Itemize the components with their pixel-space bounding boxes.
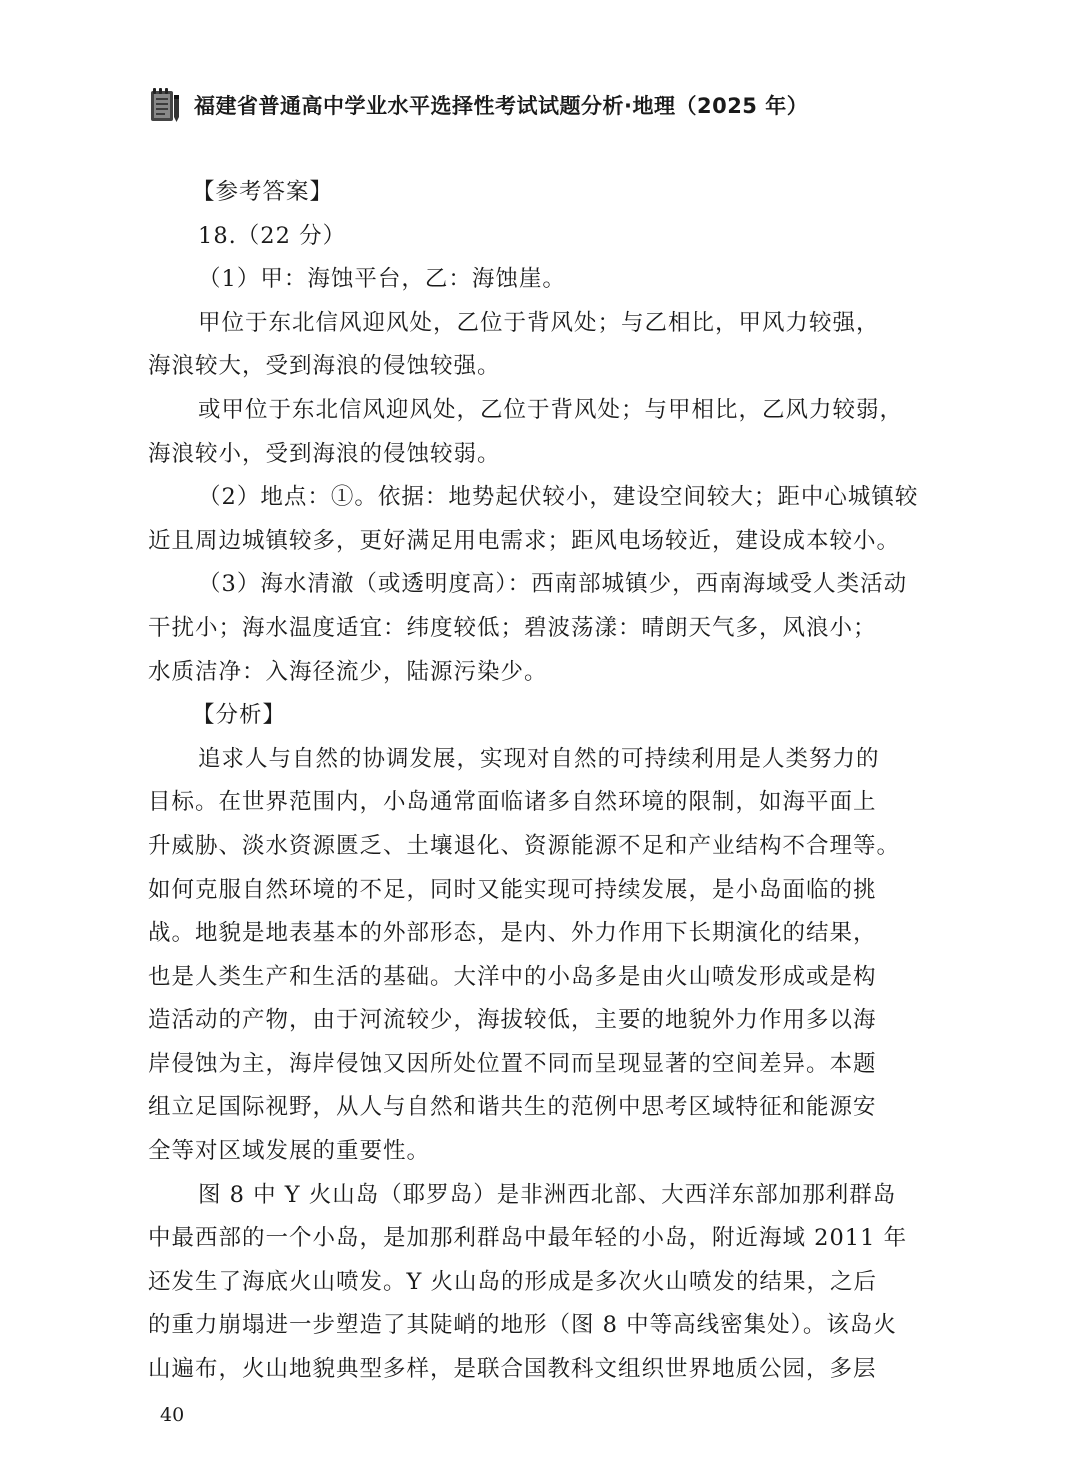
answer-line: （1）甲：海蚀平台，乙：海蚀崖。	[198, 266, 566, 293]
analysis-line: 升威胁、淡水资源匮乏、土壤退化、资源能源不足和产业结构不合理等。	[148, 832, 901, 859]
answer-line: 干扰小；海水温度适宜：纬度较低；碧波荡漾：晴朗天气多，风浪小；	[148, 614, 877, 641]
analysis-line: 组立足国际视野，从人与自然和谐共生的范例中思考区域特征和能源安	[148, 1094, 877, 1121]
analysis-line: 全等对区域发展的重要性。	[148, 1138, 431, 1165]
analysis-line: 目标。在世界范围内，小岛通常面临诸多自然环境的限制，如海平面上	[148, 789, 877, 816]
answer-line: （2）地点：①。依据：地势起伏较小，建设空间较大；距中心城镇较	[198, 484, 919, 511]
question-number: 18.（22 分）	[198, 222, 347, 249]
answer-line: 海浪较大，受到海浪的侵蚀较强。	[148, 353, 501, 380]
answer-line: 水质洁净：入海径流少，陆源污染少。	[148, 658, 548, 685]
answer-line: 海浪较小，受到海浪的侵蚀较弱。	[148, 440, 501, 467]
page-header-title: 福建省普通高中学业水平选择性考试试题分析·地理（2025 年）	[194, 94, 809, 118]
section-heading-answer: 【参考答案】	[192, 179, 334, 205]
analysis-line: 图 8 中 Y 火山岛（耶罗岛）是非洲西北部、大西洋东部加那利群岛	[198, 1181, 897, 1208]
answer-line: 近且周边城镇较多，更好满足用电需求；距风电场较近，建设成本较小。	[148, 527, 901, 554]
analysis-line: 造活动的产物，由于河流较少，海拔较低，主要的地貌外力作用多以海	[148, 1007, 877, 1034]
analysis-line: 追求人与自然的协调发展，实现对自然的可持续利用是人类努力的	[198, 745, 880, 772]
answer-line: 甲位于东北信风迎风处，乙位于背风处；与乙相比，甲风力较强，	[198, 309, 880, 336]
analysis-line: 的重力崩塌进一步塑造了其陡峭的地形（图 8 中等高线密集处）。该岛火	[148, 1312, 897, 1339]
analysis-line: 中最西部的一个小岛，是加那利群岛中最年轻的小岛，附近海域 2011 年	[148, 1225, 908, 1252]
analysis-line: 山遍布，火山地貌典型多样，是联合国教科文组织世界地质公园，多层	[148, 1356, 877, 1383]
analysis-line: 如何克服自然环境的不足，同时又能实现可持续发展，是小岛面临的挑	[148, 876, 877, 903]
document-body	[148, 171, 940, 1392]
page-header	[148, 82, 908, 128]
answer-line: （3）海水清澈（或透明度高）：西南部城镇少，西南海域受人类活动	[198, 571, 908, 598]
page-number: 40	[160, 1404, 185, 1426]
answer-line: 或甲位于东北信风迎风处，乙位于背风处；与甲相比，乙风力较弱，	[198, 396, 904, 423]
analysis-line: 战。地貌是地表基本的外部形态，是内、外力作用下长期演化的结果，	[148, 920, 877, 947]
section-heading-analysis: 【分析】	[192, 702, 287, 729]
analysis-line: 也是人类生产和生活的基础。大洋中的小岛多是由火山喷发形成或是构	[148, 963, 877, 990]
analysis-line: 还发生了海底火山喷发。Y 火山岛的形成是多次火山喷发的结果，之后	[148, 1268, 878, 1295]
notebook-pencil-icon	[148, 85, 182, 125]
analysis-line: 岸侵蚀为主，海岸侵蚀又因所处位置不同而呈现显著的空间差异。本题	[148, 1050, 877, 1077]
